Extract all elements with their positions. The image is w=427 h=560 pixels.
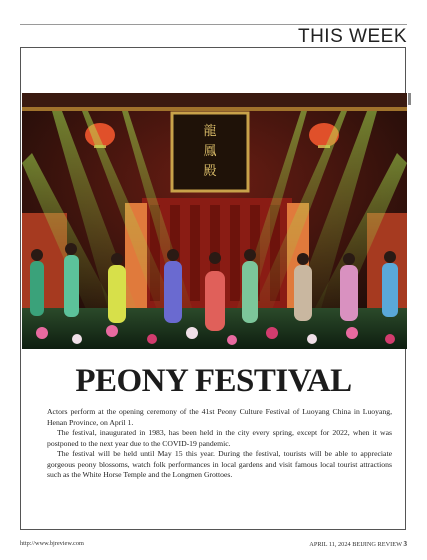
banner-char-3: 殿 [203, 164, 217, 179]
page-number: 3 [403, 540, 407, 548]
article-body [47, 407, 392, 481]
footer-issue [309, 540, 407, 548]
banner-char-1: 龍 [203, 124, 217, 139]
page-footer [20, 540, 407, 548]
article-headline: PEONY FESTIVAL [75, 363, 352, 399]
footer-url[interactable]: http://www.bjreview.com [20, 540, 84, 547]
article-paragraph: The festival will be held until May 15 this year. During the festival, tourists will be able to appreciate gorgeous peony blossoms, watch folk performances in local gardens and visit famous local tourist attractions such as the White Horse Temple and the Longmen Grottoes. [47, 449, 392, 479]
photo-credit-mark [408, 93, 411, 105]
top-rule [20, 24, 407, 25]
article-paragraph: Actors perform at the opening ceremony of the 41st Peony Culture Festival of Luoyang China in Luoyang, Henan Province, on April 1. [47, 407, 392, 427]
stage-photo-illustration [22, 93, 407, 349]
section-title: THIS WEEK [297, 26, 407, 47]
footer-issue-text: APRIL 11, 2024 BEIJING REVIEW [309, 541, 402, 548]
banner-char-2: 鳳 [203, 144, 217, 159]
stage-photo [22, 93, 407, 349]
article-paragraph: The festival, inaugurated in 1983, has been held in the city every spring, except for 2022, when it was postponed to the next year due to the COVID-19 pandemic. [47, 428, 392, 448]
